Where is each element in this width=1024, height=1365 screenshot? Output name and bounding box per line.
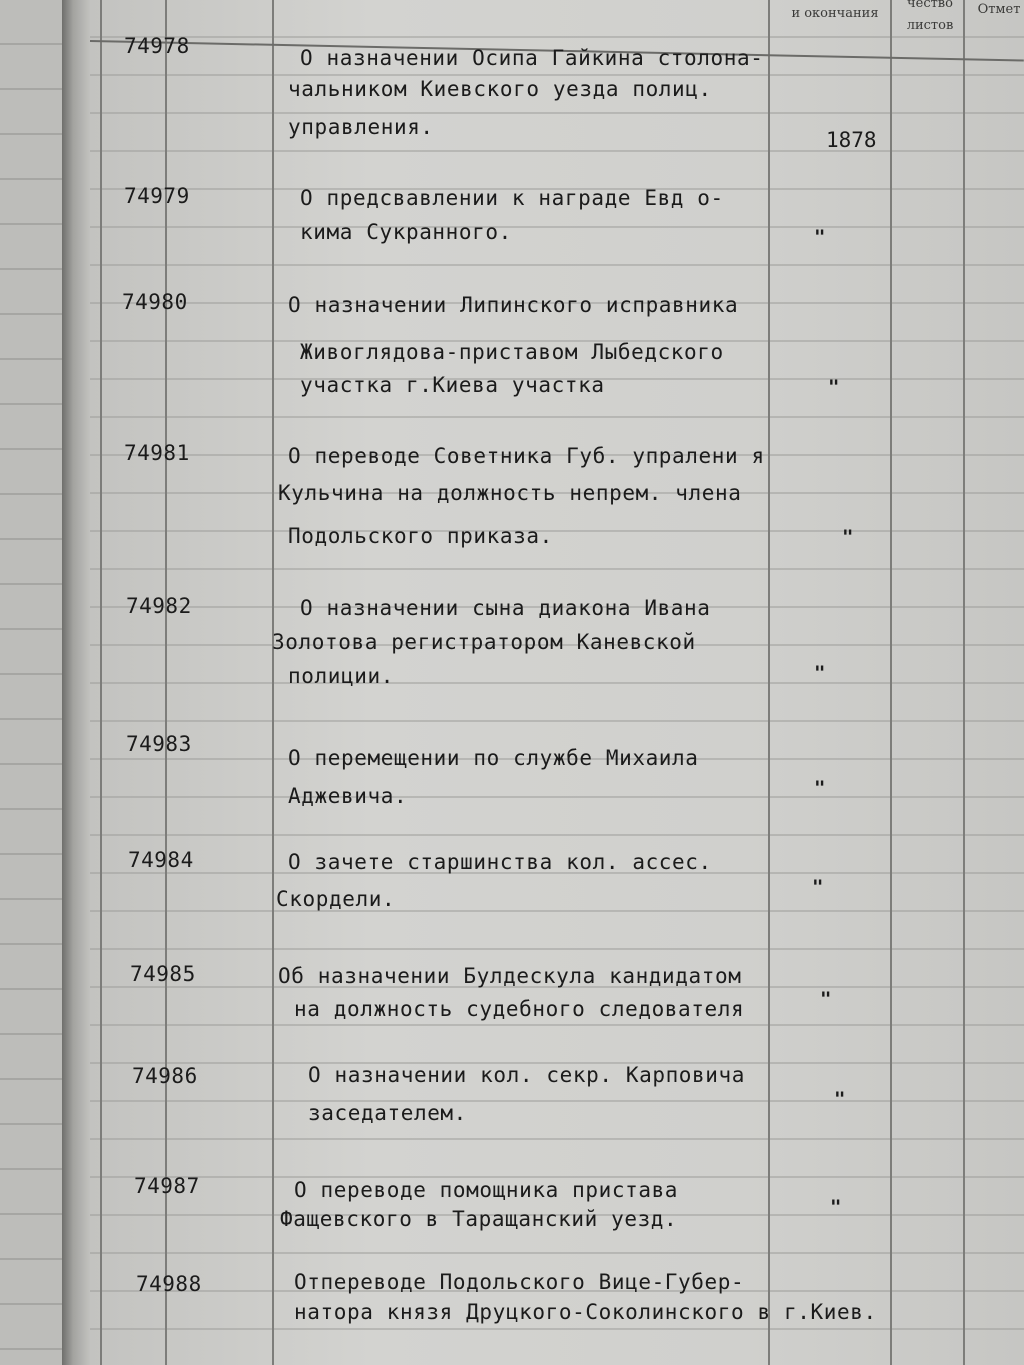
entry-year: 1878: [826, 128, 877, 152]
entry-text-line: О назначении сына диакона Ивана: [300, 596, 711, 620]
column-rule: [768, 0, 770, 1365]
entry-text-line: О назначении Липинского исправника: [288, 293, 739, 317]
column-rule: [272, 0, 274, 1365]
column-rule: [100, 0, 102, 1365]
entry-number: 74983: [126, 732, 192, 756]
entry-number: 74981: [124, 441, 190, 465]
ditto-mark: ": [842, 526, 854, 548]
entry-text-line: Отпереводе Подольского Вице-Губер-: [294, 1270, 745, 1294]
column-rule: [890, 0, 892, 1365]
entry-text-line: О предсвавлении к награде Евд о-: [300, 186, 724, 210]
ditto-mark: ": [814, 777, 826, 799]
facing-page-edge: [0, 0, 64, 1365]
entry-number: 74984: [128, 848, 194, 872]
entry-text-line: О назначении Осипа Гайкина столона-: [300, 46, 764, 70]
ditto-mark: ": [812, 876, 824, 898]
entry-number: 74987: [134, 1174, 200, 1198]
entry-text-line: О перемещении по службе Михаила: [288, 746, 699, 770]
ditto-mark: ": [820, 988, 832, 1010]
header-sheets-label-1: чество: [907, 0, 953, 11]
entry-text-line: Кульчина на должность непрем. члена: [278, 481, 742, 505]
entry-text-line: кима Сукранного.: [300, 220, 512, 244]
entry-text-line: О переводе Советника Губ. упралени я: [288, 444, 765, 468]
entry-number: 74985: [130, 962, 196, 986]
header-dates-label: и окончания: [791, 6, 879, 21]
entry-number: 74978: [124, 34, 190, 58]
entry-text-line: заседателем.: [308, 1101, 467, 1125]
entry-text-line: участка г.Киева участка: [300, 373, 605, 397]
ditto-mark: ": [830, 1196, 842, 1218]
ditto-mark: ": [814, 662, 826, 684]
entry-text-line: О зачете старшинства кол. ассес.: [288, 850, 712, 874]
entry-text-line: натора князя Друцкого-Соколинского в г.Киев.: [294, 1300, 877, 1324]
entry-text-line: Об назначении Булдескула кандидатом: [278, 964, 742, 988]
entry-number: 74986: [132, 1064, 198, 1088]
entry-text-line: Фащевского в Таращанский уезд.: [280, 1207, 678, 1231]
book-spine: [62, 0, 90, 1365]
header-notes-label: Отмет: [977, 2, 1021, 17]
entry-text-line: О переводе помощника пристава: [294, 1178, 679, 1202]
entry-text-line: Живоглядова-приставом Лыбедского: [300, 340, 724, 364]
entry-text-line: Золотова регистратором Каневской: [272, 630, 696, 654]
ditto-mark: ": [814, 226, 826, 248]
entry-text-line: О назначении кол. секр. Карповича: [308, 1063, 746, 1087]
entry-text-line: полиции.: [288, 664, 394, 688]
entry-text-line: чальником Киевского уезда полиц.: [288, 77, 712, 101]
ditto-mark: ": [834, 1088, 846, 1110]
entry-text-line: управления.: [288, 115, 434, 139]
column-rule: [963, 0, 965, 1365]
entry-text-line: Аджевича.: [288, 784, 408, 808]
ledger-page: [90, 0, 1024, 1365]
entry-number: 74980: [122, 290, 188, 314]
entry-text-line: Подольского приказа.: [288, 524, 553, 548]
header-sheets-label-2: листов: [906, 18, 954, 33]
entry-text-line: на должность судебного следователя: [294, 997, 745, 1021]
entry-number: 74982: [126, 594, 192, 618]
entry-text-line: Скордели.: [276, 887, 396, 911]
ditto-mark: ": [828, 376, 840, 398]
entry-number: 74988: [136, 1272, 202, 1296]
entry-number: 74979: [124, 184, 190, 208]
